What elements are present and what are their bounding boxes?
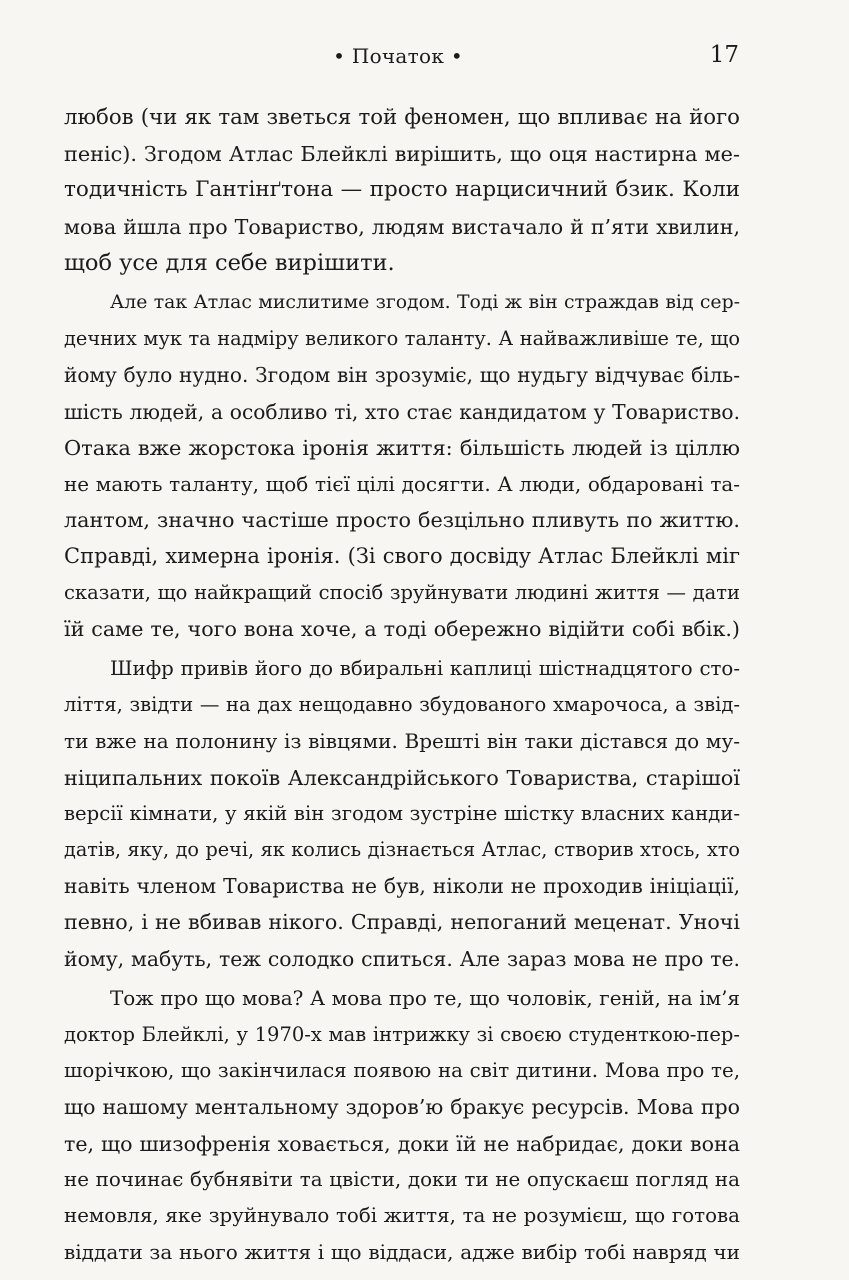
text-line: мова йшла про Товариство, людям вистачало й п’яти хвилин, bbox=[64, 214, 740, 239]
text-line: йому було нудно. Згодом він зрозуміє, що нудьгу відчуває біль- bbox=[64, 363, 740, 388]
text-line: пеніс). Згодом Атлас Блейклі вирішить, що оця настирна ме- bbox=[64, 142, 740, 167]
running-title: • Початок • bbox=[333, 44, 463, 68]
text-line: не починає бубнявіти та цвісти, доки ти не опускаєш погляд на bbox=[64, 1167, 740, 1191]
text-line: не мають таланту, щоб тієї цілі досягти. А люди, обдаровані та- bbox=[64, 472, 740, 497]
text-line: тодичність Гантінґтона — просто нарцисичний бзик. Коли bbox=[64, 177, 740, 203]
paragraph bbox=[64, 100, 740, 281]
text-line: Тож про що мова? А мова про те, що чоловік, геній, на ім’я bbox=[110, 986, 740, 1010]
paragraph bbox=[64, 651, 740, 977]
text-line: дечних мук та надміру великого таланту. А найважливіше те, що bbox=[64, 327, 740, 351]
text-line: немовля, яке зруйнувало тобі життя, та не розумієш, що готова bbox=[64, 1204, 740, 1228]
text-line: Але так Атлас мислитиме згодом. Тоді ж він страждав від сер- bbox=[110, 292, 740, 314]
text-line: Справді, химерна іронія. (Зі свого досвіду Атлас Блейклі міг bbox=[64, 543, 740, 569]
text-line: певно, і не вбивав нікого. Справді, непоганий меценат. Уночі bbox=[64, 910, 740, 935]
text-line: ти вже на полонину із вівцями. Врешті він таки дістався до му- bbox=[64, 729, 740, 754]
text-line: йому, мабуть, теж солодко спиться. Але зараз мова не про те. bbox=[64, 946, 740, 971]
text-line: любов (чи як там зветься той феномен, що впливає на його bbox=[64, 105, 740, 130]
text-line: навіть членом Товариства не був, ніколи не проходив ініціації, bbox=[64, 874, 740, 899]
paragraph bbox=[64, 285, 740, 647]
text-line: те, що шизофренія ховається, доки їй не набридає, доки вона bbox=[64, 1131, 740, 1156]
page-header bbox=[0, 42, 849, 76]
text-line: сказати, що найкращий спосіб зруйнувати людині життя — дати bbox=[64, 580, 740, 604]
text-line: версії кімнати, у якій він згодом зустріне шістку власних канди- bbox=[64, 801, 740, 825]
text-line: ліття, звідти — на дах нещодавно збудованого хмарочоса, а звід- bbox=[64, 693, 740, 717]
text-line: ніципальних покоїв Александрійського Товариства, старішої bbox=[64, 765, 740, 790]
text-line: шість людей, а особливо ті, хто стає кандидатом у Товариство. bbox=[64, 399, 740, 424]
text-line: датів, яку, до речі, як колись дізнається Атлас, створив хтось, хто bbox=[64, 838, 740, 862]
body-text bbox=[64, 100, 740, 1271]
text-line: Отака вже жорстока іронія життя: більшість людей із ціллю bbox=[64, 435, 740, 460]
text-line: що нашому ментальному здоров’ю бракує ресурсів. Мова про bbox=[64, 1095, 740, 1120]
text-line: їй саме те, чого вона хоче, а тоді обережно відійти собі вбік.) bbox=[64, 616, 740, 641]
text-line: Шифр привів його до вбиральні каплиці шістнадцятого сто- bbox=[110, 657, 740, 681]
text-line: щоб усе для себе вирішити. bbox=[64, 249, 395, 276]
text-line: лантом, значно частіше просто безцільно пливуть по життю. bbox=[64, 508, 740, 533]
page-number: 17 bbox=[709, 42, 739, 68]
text-line: шорічкою, що закінчилася появою на світ дитини. Мова про те, bbox=[64, 1059, 740, 1083]
text-line: віддати за нього життя і що віддаси, адже вибір тобі навряд чи bbox=[64, 1240, 740, 1265]
text-line: доктор Блейклі, у 1970-х мав інтрижку зі своєю студенткою-пер- bbox=[64, 1023, 740, 1047]
paragraph bbox=[64, 981, 740, 1271]
